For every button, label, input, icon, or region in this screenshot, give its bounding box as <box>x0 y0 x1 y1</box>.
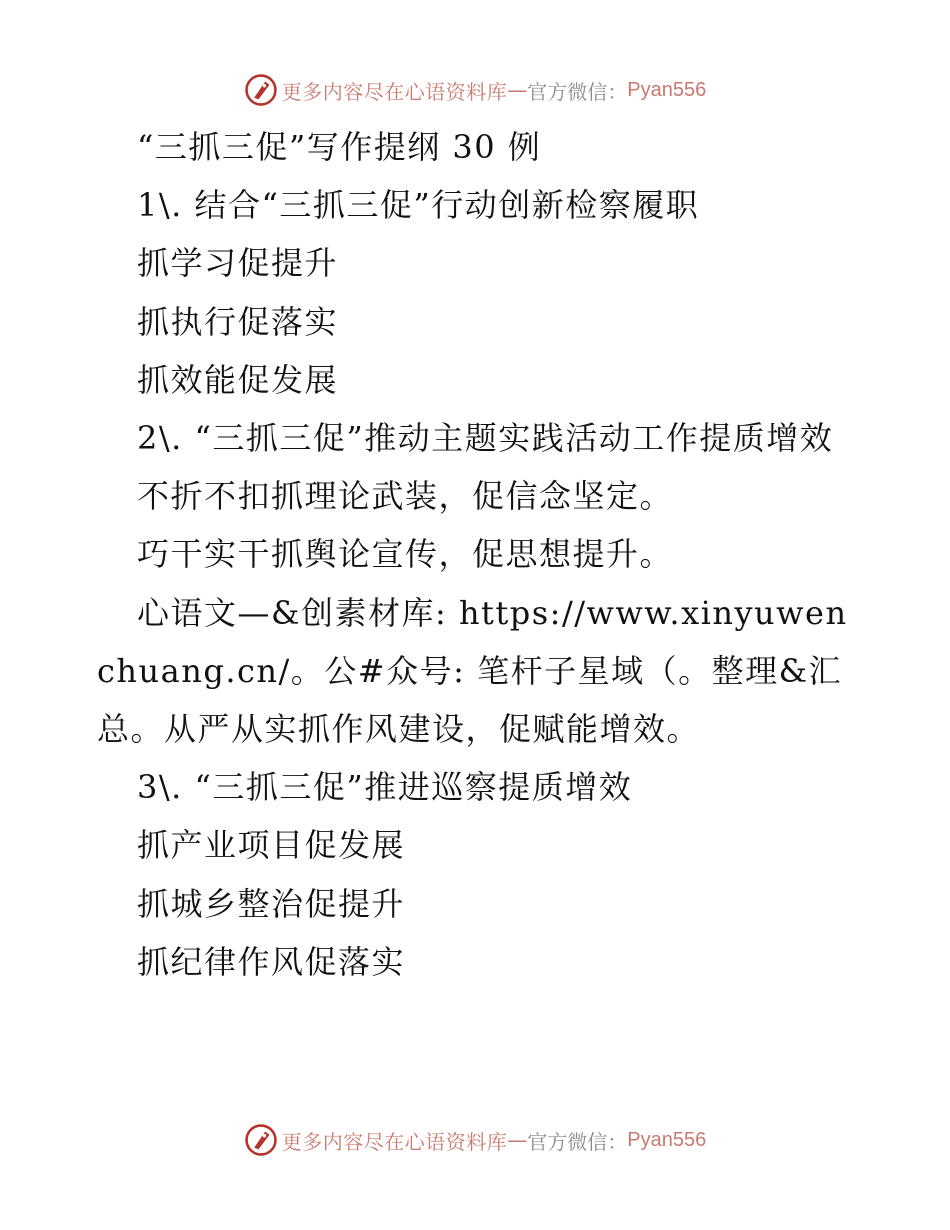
section-heading-1: 1\. 结合“三抓三促”行动创新检察履职 <box>137 186 700 225</box>
banner-separator: — <box>507 78 528 102</box>
list-item: 抓城乡整治促提升 <box>137 884 406 923</box>
document-title: “三抓三促”写作提纲 30 例 <box>137 128 542 166</box>
list-item: 不折不扣抓理论武装，促信念坚定。 <box>137 477 674 516</box>
footer-banner <box>0 1120 950 1160</box>
list-item: 抓学习促提升 <box>137 244 339 283</box>
banner-main-text: 更多内容尽在心语资料库 <box>281 79 508 104</box>
list-item: 巧干实干抓舆论宣传，促思想提升。 <box>137 535 674 574</box>
document-body <box>97 118 857 991</box>
pen-nib-logo-icon <box>244 1123 278 1157</box>
pen-nib-logo-icon <box>244 73 278 107</box>
header-banner <box>0 70 950 110</box>
list-item: 抓执行促落实 <box>137 302 339 341</box>
banner-wechat-account: Pyan556 <box>627 78 707 101</box>
watermark-paragraph: 心语文—&创素材库: https://www.xinyuwenchuang.cn/。公#众号: 笔杆子星域（。整理&汇总。从严从实抓作风建设，促赋能增效。 <box>97 593 848 748</box>
banner-separator: — <box>507 1128 528 1152</box>
banner-wechat-label: 官方微信： <box>527 1129 628 1154</box>
section-heading-2: 2\. “三抓三促”推动主题实践活动工作提质增效 <box>137 418 834 457</box>
list-item: 抓产业项目促发展 <box>137 826 406 865</box>
section-heading-3: 3\. “三抓三促”推进巡察提质增效 <box>137 768 633 807</box>
banner-main-text: 更多内容尽在心语资料库 <box>281 1129 508 1154</box>
list-item: 抓效能促发展 <box>137 360 339 399</box>
banner-wechat-account: Pyan556 <box>627 1128 707 1151</box>
list-item: 抓纪律作风促落实 <box>137 942 406 981</box>
banner-wechat-label: 官方微信： <box>527 79 628 104</box>
